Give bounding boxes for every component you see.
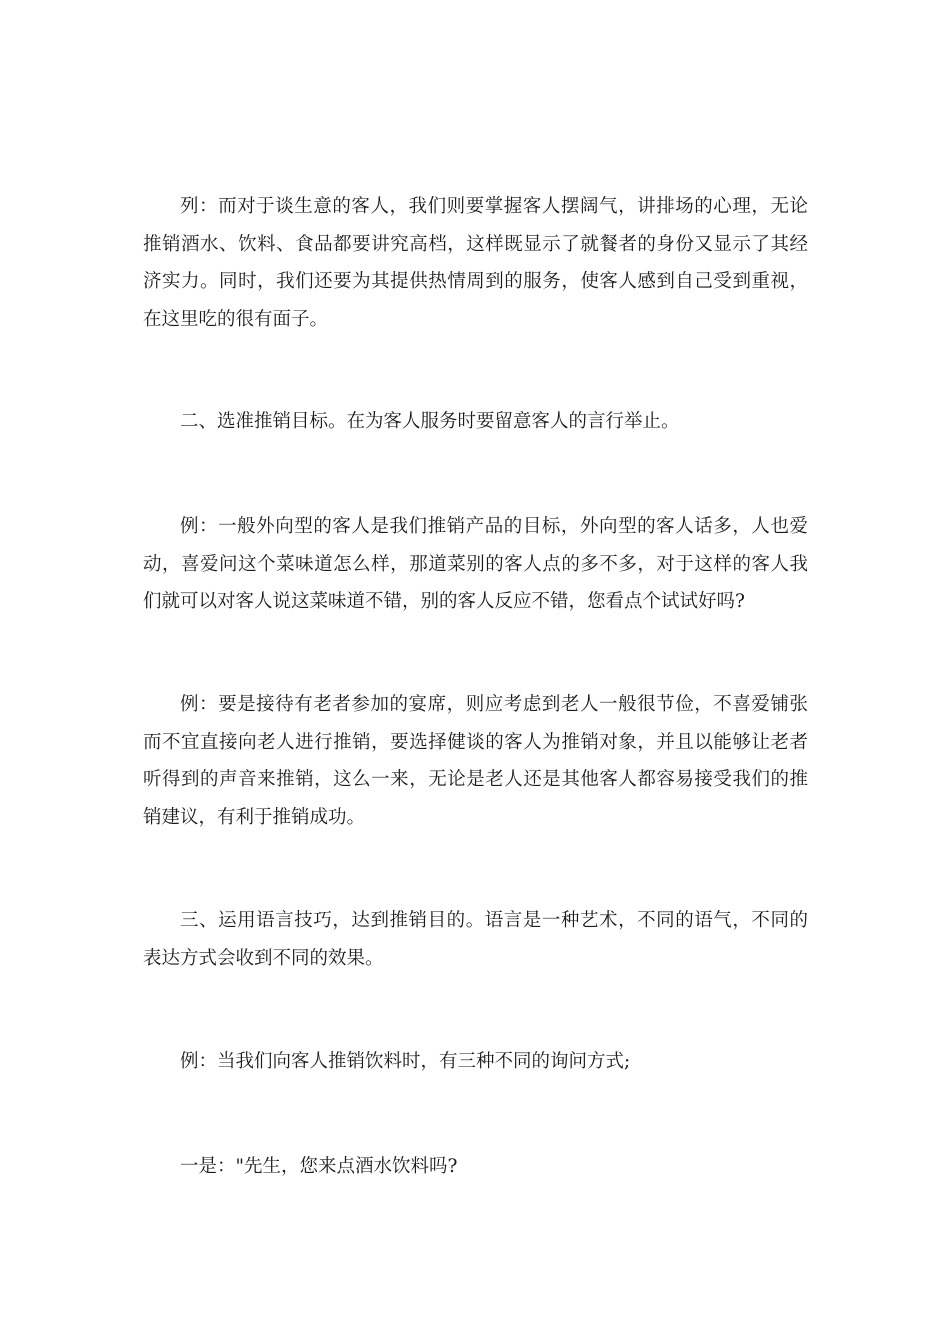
paragraph-section-three-heading: 三、运用语言技巧，达到推销目的。语言是一种艺术，不同的语气，不同的表达方式会收到不同的效果。 bbox=[143, 910, 808, 969]
paragraph-business-guests: 列：而对于谈生意的客人，我们则要掌握客人摆阔气，讲排场的心理，无论推销酒水、饮料、食品都要讲究高档，这样既显示了就餐者的身份又显示了其经济实力。同时，我们还要为其提供热情周到的服务，使客人感到自己受到重视，在这里吃的很有面子。 bbox=[143, 196, 808, 330]
paragraph-drinks-example: 例：当我们向客人推销饮料时，有三种不同的询问方式; bbox=[180, 1051, 631, 1072]
paragraph-section-two-heading: 二、选准推销目标。在为客人服务时要留意客人的言行举止。 bbox=[180, 411, 680, 432]
paragraph-option-one: 一是："先生，您来点酒水饮料吗? bbox=[180, 1156, 458, 1177]
paragraph-elderly-example: 例：要是接待有老者参加的宴席，则应考虑到老人一般很节俭，不喜爱铺张而不宜直接向老人进行推销，要选择健谈的客人为推销对象，并且以能够让老者听得到的声音来推销，这么一来，无论是老人还是其他客人都容易接受我们的推销建议，有利于推销成功。 bbox=[143, 694, 808, 828]
paragraph-extrovert-example: 例：一般外向型的客人是我们推销产品的目标，外向型的客人话多，人也爱动，喜爱问这个菜味道怎么样，那道菜别的客人点的多不多，对于这样的客人我们就可以对客人说这菜味道不错，别的客人反应不错，您看点个试试好吗? bbox=[143, 516, 808, 612]
